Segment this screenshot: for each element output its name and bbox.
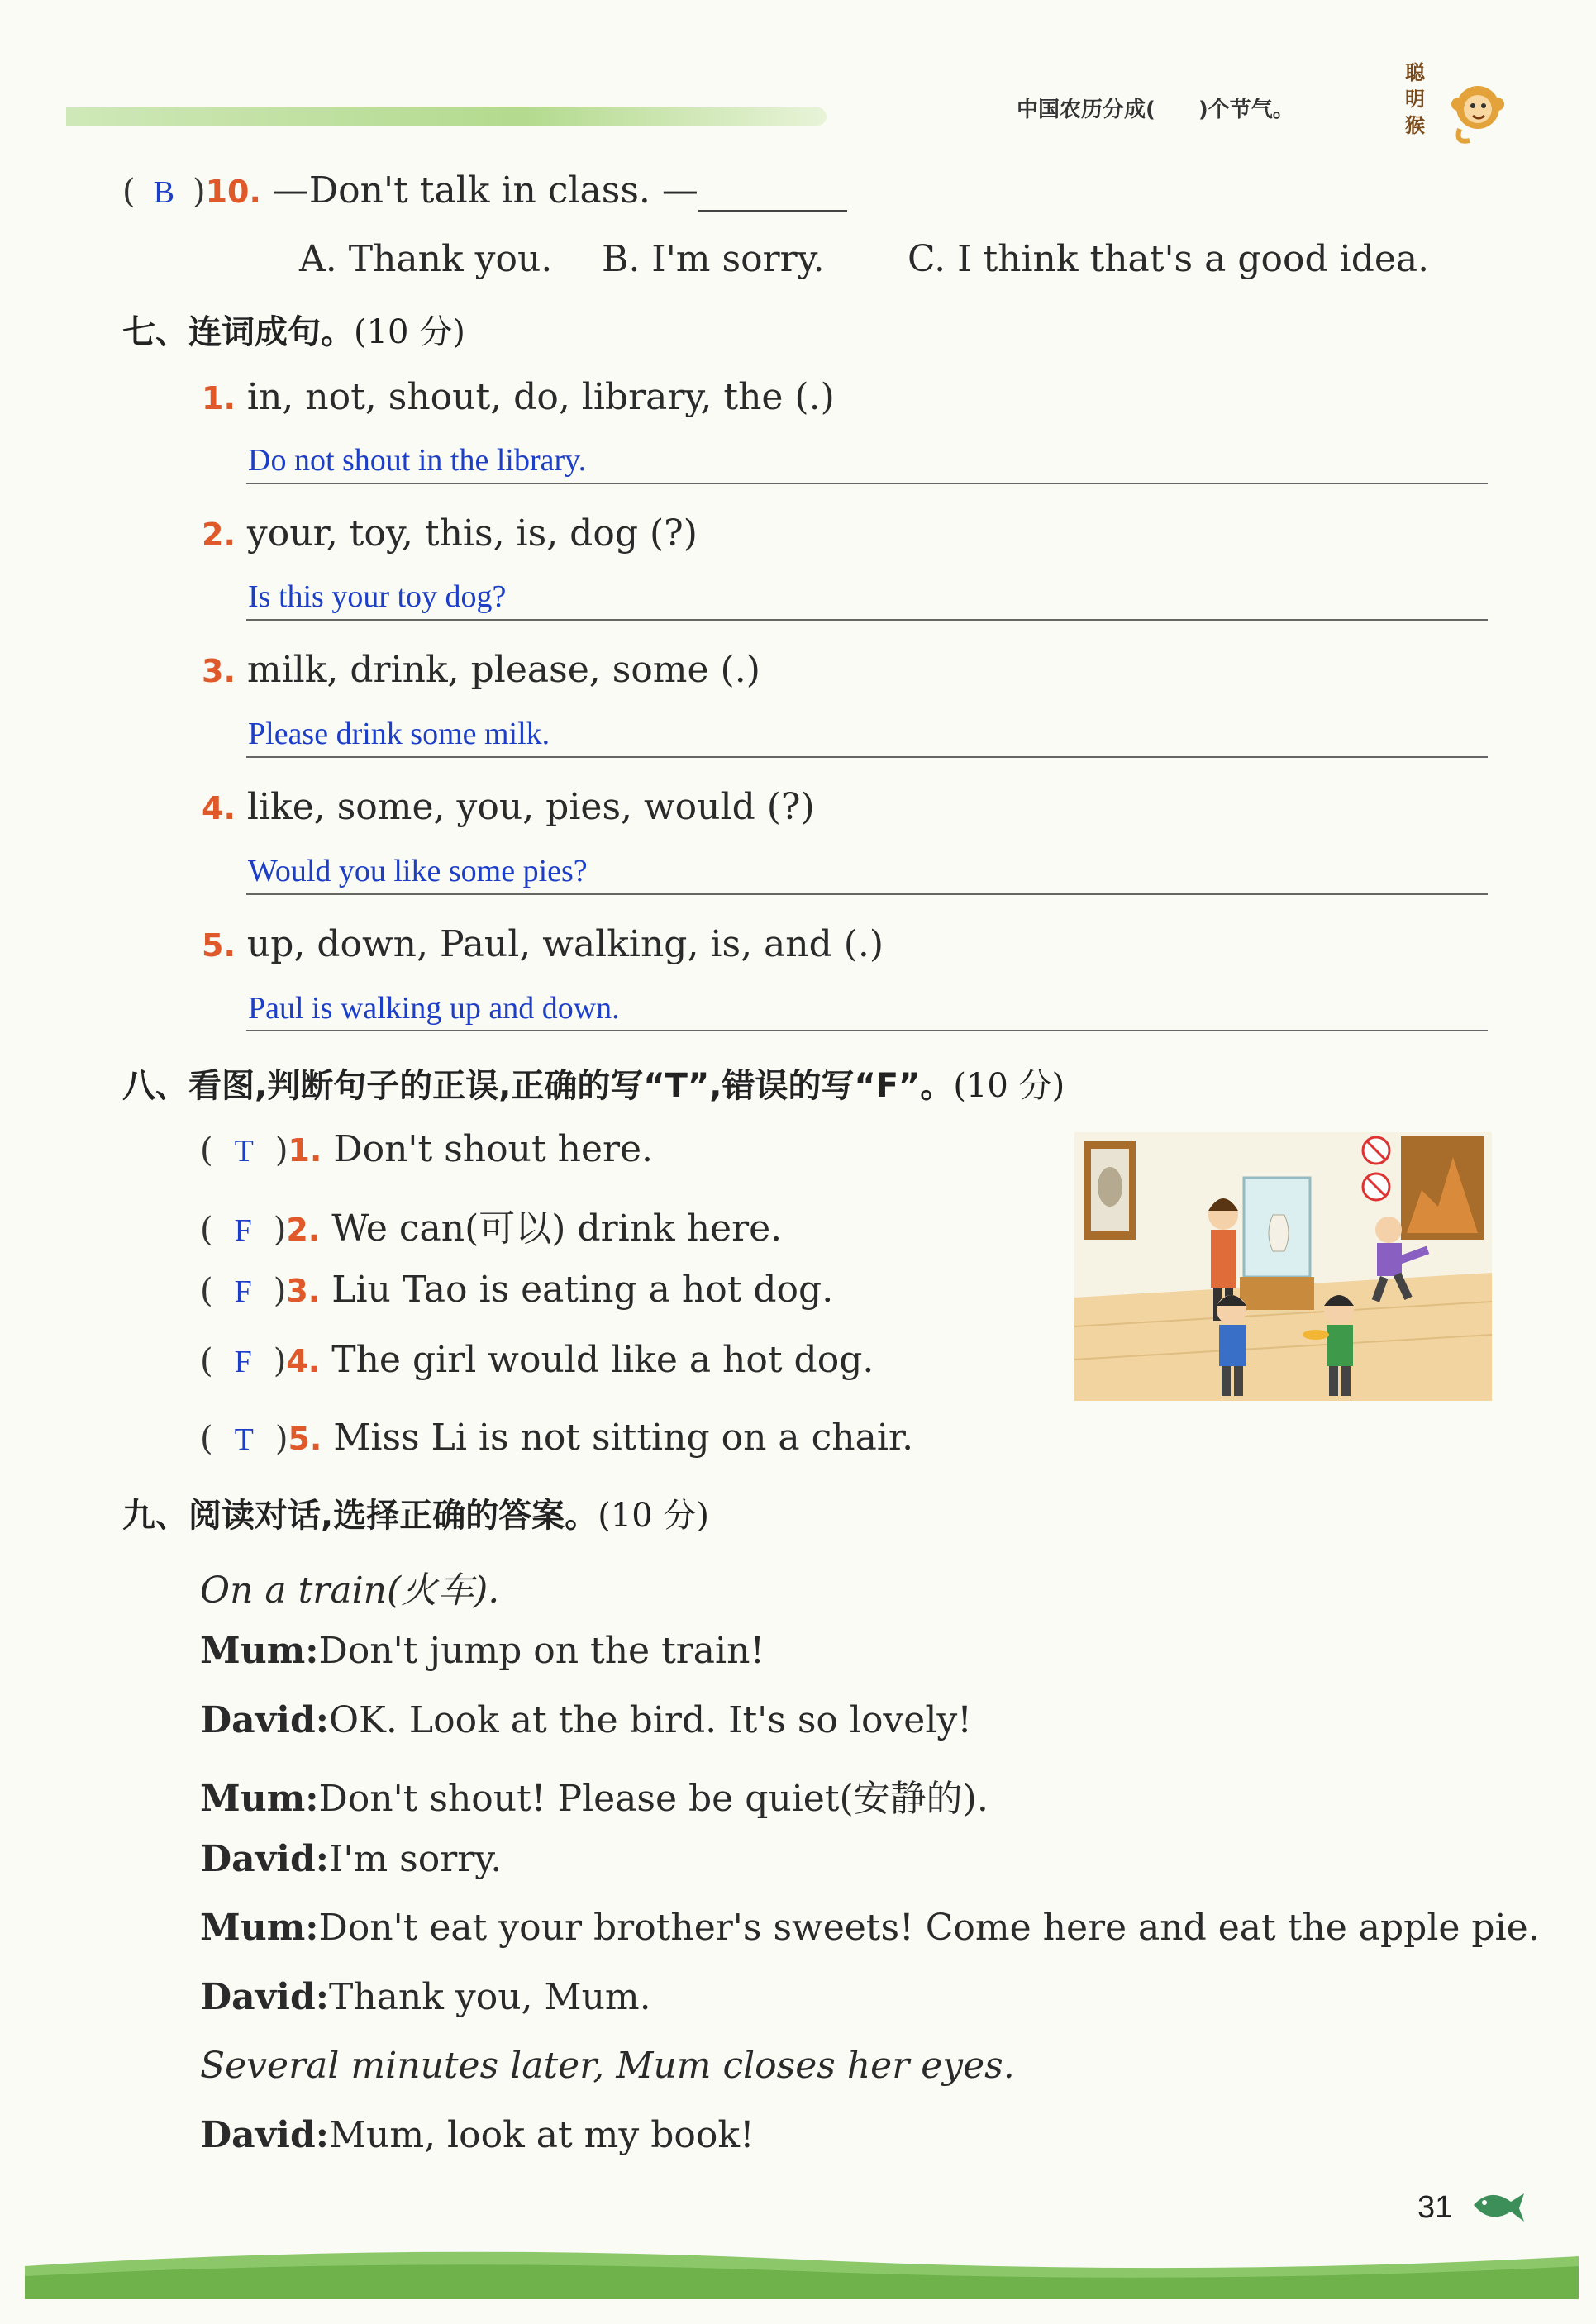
s7-item-5-line — [246, 1030, 1488, 1031]
fish-icon — [1470, 2180, 1527, 2230]
q10-prompt: —Don't talk in class. — — [272, 169, 698, 212]
s7-item-5-words: up, down, Paul, walking, is, and (.) — [246, 923, 884, 965]
q10-option-a: A. Thank you. — [299, 238, 553, 280]
q10-option-c: C. I think that's a good idea. — [908, 238, 1430, 280]
s7-item-5-answer: Paul is walking up and down. — [248, 991, 620, 1026]
q10-blank — [698, 177, 847, 212]
museum-scene-illustration — [1074, 1132, 1492, 1401]
s8-item-5: ( T )5. Miss Li is not sitting on a chair. — [200, 1417, 914, 1459]
header-note: 中国农历分成( )个节气。 — [1017, 98, 1294, 122]
q10-row: ( B )10. —Don't talk in class. — — [122, 169, 847, 212]
s7-item-3-answer: Please drink some milk. — [248, 717, 550, 751]
q10-answer: B — [153, 175, 174, 210]
s8-item-4: ( F )4. The girl would like a hot dog. — [200, 1339, 874, 1381]
dialogue-line-1-speaker: Mum: — [200, 1630, 319, 1672]
dialogue-line-2-speaker: David: — [200, 1699, 329, 1741]
section7-points: (10 分) — [354, 313, 465, 351]
s8-item-2-text: We can(可以) drink here. — [331, 1207, 783, 1250]
s7-item-4-line — [246, 893, 1488, 895]
dialogue-narration: Several minutes later, Mum closes her eyes. — [200, 2045, 1015, 2087]
s7-item-5 — [202, 923, 884, 965]
s7-item-1-answer: Do not shout in the library. — [248, 443, 587, 478]
s8-item-4-number: 4. — [286, 1343, 321, 1379]
dialogue-line-5-speaker: Mum: — [200, 1907, 319, 1949]
q10-number: 10. — [205, 174, 261, 210]
dialogue-line-7-speaker: David: — [200, 2114, 329, 2156]
s7-item-1-words: in, not, shout, do, library, the (.) — [246, 376, 835, 418]
dialogue-line-7 — [200, 2114, 755, 2156]
dialogue-line-4 — [200, 1838, 502, 1880]
s7-item-2-answer: Is this your toy dog? — [248, 579, 507, 614]
section7-heading — [122, 306, 465, 353]
s7-item-1-line — [246, 483, 1488, 484]
dialogue-line-5 — [200, 1907, 1540, 1949]
s8-item-3-number: 3. — [286, 1273, 321, 1309]
s7-item-2-number: 2. — [202, 517, 236, 553]
dialogue-line-3-speaker: Mum: — [200, 1778, 319, 1820]
section9-title: 九、阅读对话,选择正确的答案。 — [122, 1497, 598, 1535]
dialogue-line-3-text: Don't shout! Please be quiet(安静的). — [318, 1778, 989, 1820]
s7-item-1 — [202, 376, 835, 418]
dialogue-line-4-text: I'm sorry. — [328, 1838, 503, 1880]
dialogue-line-6 — [200, 1976, 651, 2018]
dialogue-line-1-text: Don't jump on the train! — [318, 1630, 765, 1672]
dialogue-line-6-speaker: David: — [200, 1976, 329, 2018]
section8-heading — [122, 1060, 1065, 1107]
s8-item-2: ( F )2. We can(可以) drink here. — [200, 1207, 783, 1250]
section7-title: 七、连词成句。 — [122, 313, 354, 351]
dialogue-line-1 — [200, 1630, 765, 1672]
section9-heading — [122, 1489, 709, 1536]
dialogue-line-3 — [200, 1769, 989, 1822]
q10-option-b: B. I'm sorry. — [602, 238, 825, 280]
s8-item-2-answer: F — [234, 1213, 252, 1248]
s8-item-1-text: Don't shout here. — [333, 1128, 654, 1170]
dialogue-line-4-speaker: David: — [200, 1838, 329, 1880]
s7-item-4 — [202, 786, 815, 828]
dialogue-line-2 — [200, 1699, 972, 1741]
dialogue-line-2-text: OK. Look at the bird. It's so lovely! — [328, 1699, 972, 1741]
s8-item-3-answer: F — [234, 1274, 252, 1309]
dialogue-intro: On a train(火车). — [200, 1569, 500, 1612]
dialogue-line-5-text: Don't eat your brother's sweets! Come here and eat the apple pie. — [318, 1907, 1540, 1949]
section9-points: (10 分) — [598, 1497, 710, 1535]
s8-item-5-number: 5. — [288, 1421, 322, 1457]
s7-item-4-words: like, some, you, pies, would (?) — [246, 786, 815, 828]
s8-item-4-answer: F — [234, 1345, 252, 1379]
s8-item-3: ( F )3. Liu Tao is eating a hot dog. — [200, 1269, 834, 1311]
s7-item-2-line — [246, 619, 1488, 621]
dialogue-line-7-text: Mum, look at my book! — [328, 2114, 755, 2156]
s8-item-1-number: 1. — [288, 1132, 322, 1169]
s7-item-3-number: 3. — [202, 653, 236, 689]
s7-item-1-number: 1. — [202, 380, 236, 417]
s8-item-1: ( T )1. Don't shout here. — [200, 1128, 654, 1170]
dialogue-line-6-text: Thank you, Mum. — [328, 1976, 651, 2018]
s8-item-3-text: Liu Tao is eating a hot dog. — [331, 1269, 834, 1311]
s7-item-3-words: milk, drink, please, some (.) — [246, 649, 760, 691]
page-number: 31 — [1417, 2190, 1453, 2225]
footer-green-band — [25, 2241, 1579, 2299]
logo-text: 聪明猴 — [1405, 61, 1425, 137]
s8-item-4-text: The girl would like a hot dog. — [331, 1339, 874, 1381]
s7-item-3-line — [246, 756, 1488, 758]
s8-item-5-text: Miss Li is not sitting on a chair. — [333, 1417, 914, 1459]
s7-item-4-answer: Would you like some pies? — [248, 854, 588, 888]
s7-item-2 — [202, 512, 698, 555]
s7-item-4-number: 4. — [202, 790, 236, 826]
s7-item-3 — [202, 649, 760, 691]
s8-item-1-answer: T — [234, 1134, 254, 1169]
section8-title: 八、看图,判断句子的正误,正确的写“T”,错误的写“F”。 — [122, 1067, 954, 1105]
header-strip — [66, 107, 827, 126]
s7-item-2-words: your, toy, this, is, dog (?) — [246, 512, 698, 555]
s8-item-2-number: 2. — [286, 1212, 321, 1248]
section8-points: (10 分) — [953, 1067, 1065, 1105]
s8-item-5-answer: T — [234, 1422, 254, 1457]
s7-item-5-number: 5. — [202, 927, 236, 964]
